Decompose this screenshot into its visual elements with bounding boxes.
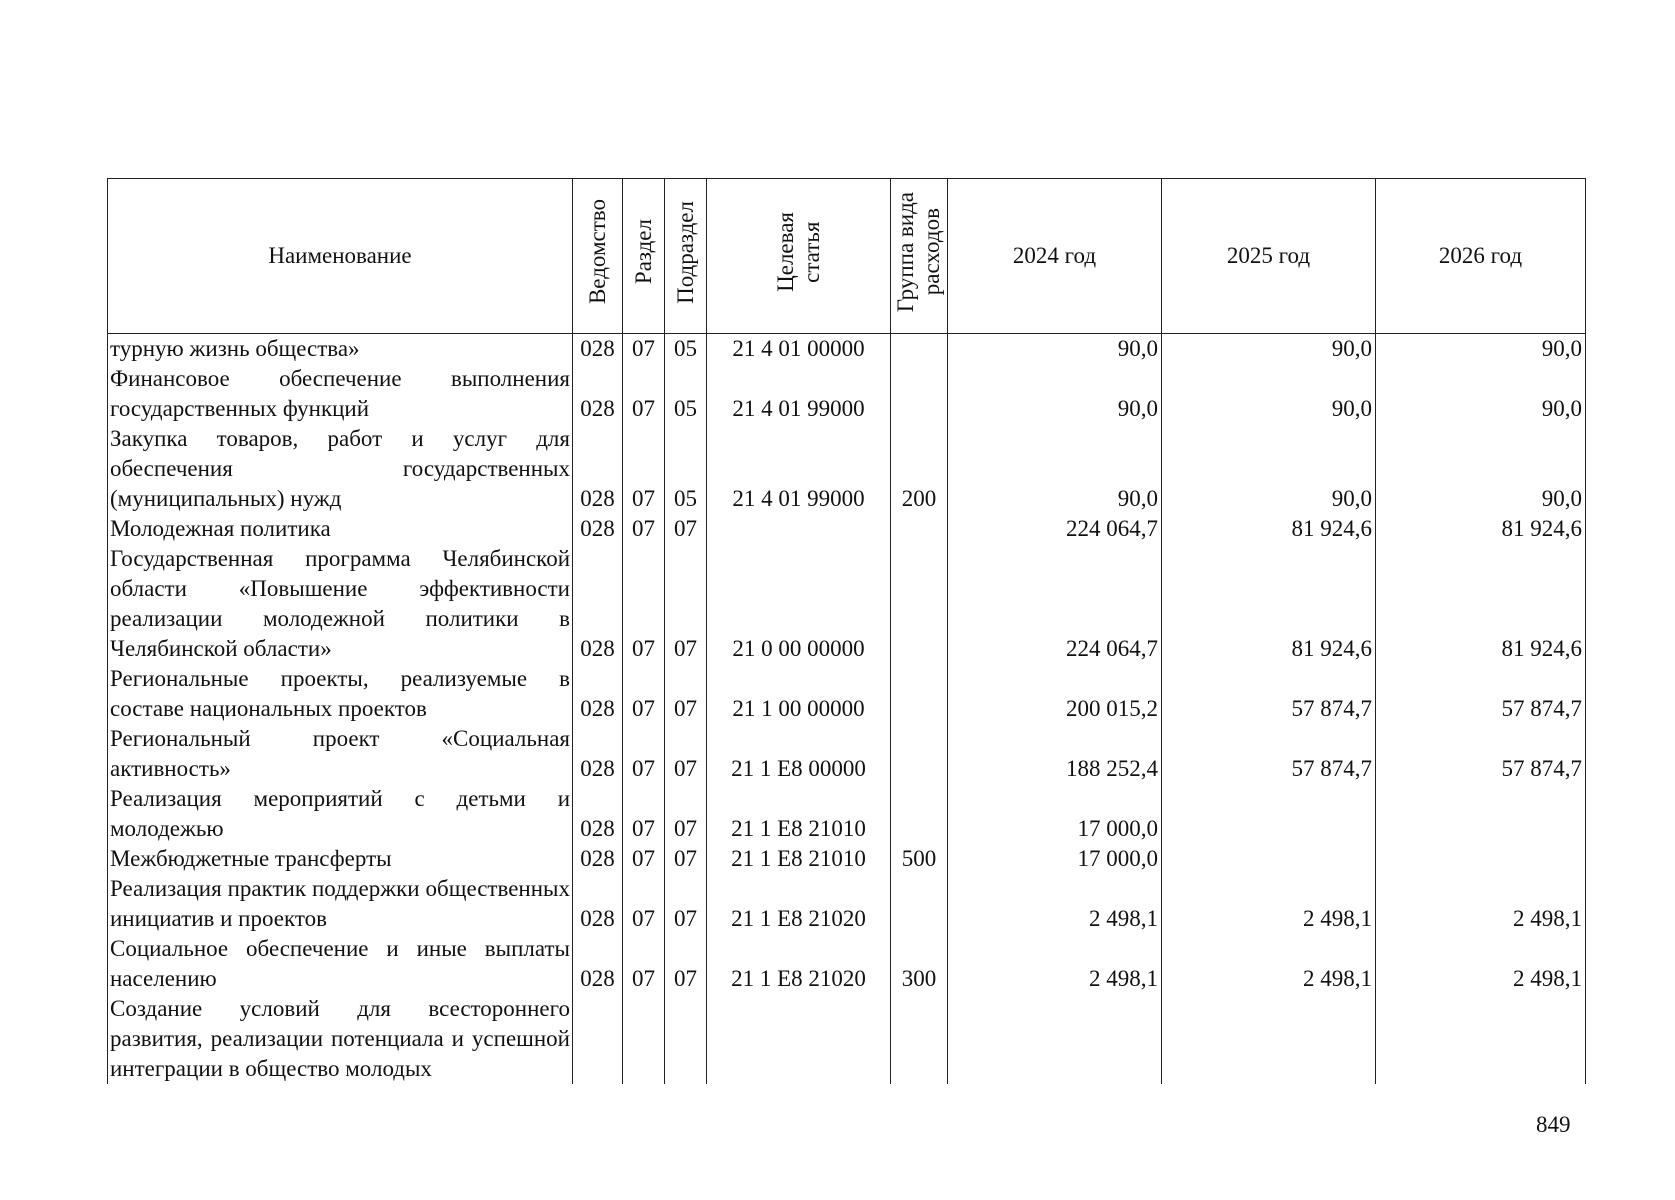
row-2025: 90,0: [1162, 424, 1376, 514]
table-body: [108, 334, 1586, 1085]
row-celevaya: 21 1 E8 21010: [707, 784, 891, 844]
row-2024: 90,0: [948, 334, 1162, 365]
row-celevaya: 21 1 00 00000: [707, 664, 891, 724]
header-podrazdel: Подраздел: [665, 179, 707, 334]
row-2024: 188 252,4: [948, 724, 1162, 784]
row-gruppa: 500: [891, 844, 948, 874]
row-2026: 81 924,6: [1376, 544, 1586, 664]
row-2025: [1162, 994, 1376, 1084]
row-2025: 2 498,1: [1162, 874, 1376, 934]
header-celevaya-statya: Целевая статья: [707, 179, 891, 334]
page-number: 849: [1536, 1112, 1571, 1137]
row-2026: 57 874,7: [1376, 724, 1586, 784]
row-name: Финансовое обеспечение выполнения государственных функций: [108, 364, 573, 424]
table-row: [108, 424, 1586, 514]
row-2025: 2 498,1: [1162, 934, 1376, 994]
row-celevaya: 21 1 E8 21020: [707, 874, 891, 934]
row-name: Социальное обеспечение и иные выплаты населению: [108, 934, 573, 994]
row-gruppa: [891, 784, 948, 844]
row-razdel: 07: [623, 544, 665, 664]
row-name: Реализация практик поддержки общественных инициатив и проектов: [108, 874, 573, 934]
row-2025: [1162, 784, 1376, 844]
row-vedomstvo: 028: [573, 364, 623, 424]
row-2026: [1376, 784, 1586, 844]
row-2025: 57 874,7: [1162, 664, 1376, 724]
row-celevaya: [707, 514, 891, 544]
row-gruppa: [891, 334, 948, 365]
row-2026: 81 924,6: [1376, 514, 1586, 544]
row-gruppa: [891, 514, 948, 544]
row-name: Региональные проекты, реализуемые в составе национальных проектов: [108, 664, 573, 724]
row-name: Реализация мероприятий с детьми и молодежью: [108, 784, 573, 844]
row-razdel: 07: [623, 724, 665, 784]
row-podrazdel: 07: [665, 724, 707, 784]
row-gruppa: 200: [891, 424, 948, 514]
row-gruppa: 300: [891, 934, 948, 994]
row-2026: 2 498,1: [1376, 934, 1586, 994]
row-podrazdel: 05: [665, 364, 707, 424]
row-celevaya: 21 4 01 99000: [707, 364, 891, 424]
row-razdel: 07: [623, 514, 665, 544]
row-podrazdel: 07: [665, 544, 707, 664]
row-2025: 81 924,6: [1162, 544, 1376, 664]
row-2024: 2 498,1: [948, 874, 1162, 934]
row-razdel: 07: [623, 364, 665, 424]
row-2026: 57 874,7: [1376, 664, 1586, 724]
row-2024: 17 000,0: [948, 784, 1162, 844]
row-2026: [1376, 994, 1586, 1084]
row-razdel: 07: [623, 844, 665, 874]
row-vedomstvo: [573, 994, 623, 1084]
row-celevaya: 21 1 E8 21010: [707, 844, 891, 874]
row-podrazdel: 05: [665, 424, 707, 514]
row-vedomstvo: 028: [573, 424, 623, 514]
row-razdel: 07: [623, 784, 665, 844]
row-vedomstvo: 028: [573, 724, 623, 784]
table-row: [108, 664, 1586, 724]
row-celevaya: 21 4 01 00000: [707, 334, 891, 365]
row-gruppa: [891, 664, 948, 724]
header-name: Наименование: [108, 179, 573, 334]
header-2026: 2026 год: [1376, 179, 1586, 334]
table-row: [108, 784, 1586, 844]
row-2026: 2 498,1: [1376, 874, 1586, 934]
row-vedomstvo: 028: [573, 874, 623, 934]
table-row: [108, 844, 1586, 874]
row-2025: 90,0: [1162, 364, 1376, 424]
row-gruppa: [891, 874, 948, 934]
row-vedomstvo: 028: [573, 784, 623, 844]
row-2025: [1162, 844, 1376, 874]
row-celevaya: 21 1 E8 00000: [707, 724, 891, 784]
row-podrazdel: 07: [665, 874, 707, 934]
row-celevaya: 21 1 E8 21020: [707, 934, 891, 994]
row-gruppa: [891, 994, 948, 1084]
table-row: [108, 724, 1586, 784]
table-header: [108, 179, 1586, 334]
table-row: [108, 994, 1586, 1084]
row-vedomstvo: 028: [573, 544, 623, 664]
table-row: [108, 334, 1586, 365]
row-celevaya: 21 0 00 00000: [707, 544, 891, 664]
row-name: Создание условий для всестороннего развития, реализации потенциала и успешной интеграции в общество молодых: [108, 994, 573, 1084]
row-2025: 81 924,6: [1162, 514, 1376, 544]
budget-table-sheet: [107, 178, 1585, 1084]
row-2026: [1376, 844, 1586, 874]
table-row: [108, 874, 1586, 934]
header-vedomstvo: Ведомство: [573, 179, 623, 334]
row-2025: 90,0: [1162, 334, 1376, 365]
row-name: Закупка товаров, работ и услуг для обеспечения государственных (муниципальных) нужд: [108, 424, 573, 514]
table-row: [108, 514, 1586, 544]
row-vedomstvo: 028: [573, 664, 623, 724]
row-razdel: [623, 994, 665, 1084]
row-vedomstvo: 028: [573, 514, 623, 544]
row-name: Молодежная политика: [108, 514, 573, 544]
row-gruppa: [891, 544, 948, 664]
header-razdel: Раздел: [623, 179, 665, 334]
row-celevaya: [707, 994, 891, 1084]
row-razdel: 07: [623, 874, 665, 934]
row-2024: 17 000,0: [948, 844, 1162, 874]
row-celevaya: 21 4 01 99000: [707, 424, 891, 514]
row-2024: 224 064,7: [948, 514, 1162, 544]
row-razdel: 07: [623, 934, 665, 994]
row-2024: 2 498,1: [948, 934, 1162, 994]
row-name: Межбюджетные трансферты: [108, 844, 573, 874]
row-2026: 90,0: [1376, 334, 1586, 365]
row-name: Государственная программа Челябинской области «Повышение эффективности реализации молодежной политики в Челябинской области»: [108, 544, 573, 664]
row-razdel: 07: [623, 334, 665, 365]
header-2024: 2024 год: [948, 179, 1162, 334]
row-vedomstvo: 028: [573, 844, 623, 874]
row-2024: [948, 994, 1162, 1084]
row-2025: 57 874,7: [1162, 724, 1376, 784]
header-gruppa-rashodov: Группа вида расходов: [891, 179, 948, 334]
row-vedomstvo: 028: [573, 334, 623, 365]
row-name: турную жизнь общества»: [108, 334, 573, 365]
row-gruppa: [891, 364, 948, 424]
row-razdel: 07: [623, 424, 665, 514]
row-2026: 90,0: [1376, 424, 1586, 514]
row-podrazdel: 07: [665, 664, 707, 724]
table-row: [108, 364, 1586, 424]
row-podrazdel: 07: [665, 514, 707, 544]
row-2024: 90,0: [948, 364, 1162, 424]
row-2026: 90,0: [1376, 364, 1586, 424]
table-row: [108, 544, 1586, 664]
row-podrazdel: 05: [665, 334, 707, 365]
row-2024: 200 015,2: [948, 664, 1162, 724]
table-row: [108, 934, 1586, 994]
row-2024: 90,0: [948, 424, 1162, 514]
row-podrazdel: [665, 994, 707, 1084]
row-razdel: 07: [623, 664, 665, 724]
row-name: Региональный проект «Социальная активность»: [108, 724, 573, 784]
row-podrazdel: 07: [665, 934, 707, 994]
row-podrazdel: 07: [665, 844, 707, 874]
row-podrazdel: 07: [665, 784, 707, 844]
row-gruppa: [891, 724, 948, 784]
row-2024: 224 064,7: [948, 544, 1162, 664]
header-2025: 2025 год: [1162, 179, 1376, 334]
row-vedomstvo: 028: [573, 934, 623, 994]
budget-table: [107, 178, 1586, 1084]
